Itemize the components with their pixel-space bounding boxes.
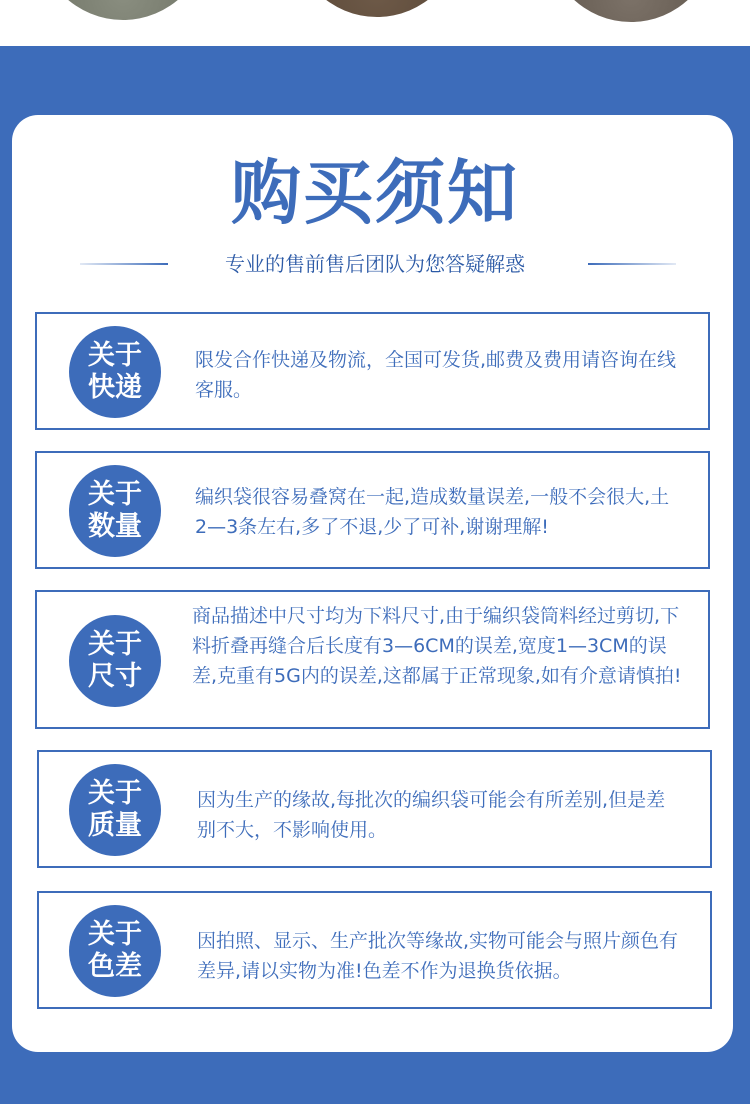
badge-label-bottom: 色差	[88, 951, 142, 982]
divider-line-right	[588, 263, 676, 265]
notice-text-shipping: 限发合作快递及物流，全国可发货,邮费及费用请咨询在线客服。	[195, 349, 677, 401]
notice-text-quantity: 编织袋很容易叠窝在一起,造成数量误差,一般不会很大,土2—3条左右,多了不退,少了可补,谢谢理解!	[195, 486, 670, 538]
notice-color-difference	[37, 891, 712, 1009]
page-title: 购买须知	[231, 152, 519, 234]
subtitle-row	[0, 246, 750, 282]
notice-shipping	[35, 312, 710, 430]
product-photo-thumbnail	[292, 0, 462, 17]
badge-label-top: 关于	[88, 919, 142, 950]
notice-size	[35, 590, 710, 729]
badge-color-difference	[69, 905, 161, 997]
badge-label-bottom: 数量	[88, 511, 142, 542]
badge-shipping	[69, 326, 161, 418]
badge-label-top: 关于	[88, 479, 142, 510]
badge-label-top: 关于	[88, 778, 142, 809]
product-photo-thumbnail	[546, 0, 716, 22]
notice-text-size: 商品描述中尺寸均为下料尺寸,由于编织袋筒料经过剪切,下料折叠再缝合后长度有3—6CM的误差,宽度1—3CM的误差,克重有5G内的误差,这都属于正常现象,如有介意请慎拍!	[192, 605, 682, 687]
notice-quantity	[35, 451, 710, 569]
badge-label-bottom: 质量	[88, 810, 142, 841]
notice-text-color-difference: 因拍照、显示、生产批次等缘故,实物可能会与照片颜色有差异,请以实物为准!色差不作为退换货依据。	[197, 930, 679, 982]
badge-label-top: 关于	[88, 629, 142, 660]
badge-quality	[69, 764, 161, 856]
badge-label-bottom: 尺寸	[88, 661, 142, 692]
product-photo-thumbnail	[38, 0, 208, 20]
page-subtitle: 专业的售前售后团队为您答疑解惑	[225, 252, 525, 276]
badge-label-bottom: 快递	[88, 372, 142, 403]
badge-label-top: 关于	[88, 340, 142, 371]
top-product-strip	[0, 0, 750, 46]
badge-size	[69, 615, 161, 707]
notice-quality	[37, 750, 712, 868]
badge-quantity	[69, 465, 161, 557]
notice-text-quality: 因为生产的缘故,每批次的编织袋可能会有所差别,但是差别不大，不影响使用。	[197, 789, 666, 841]
